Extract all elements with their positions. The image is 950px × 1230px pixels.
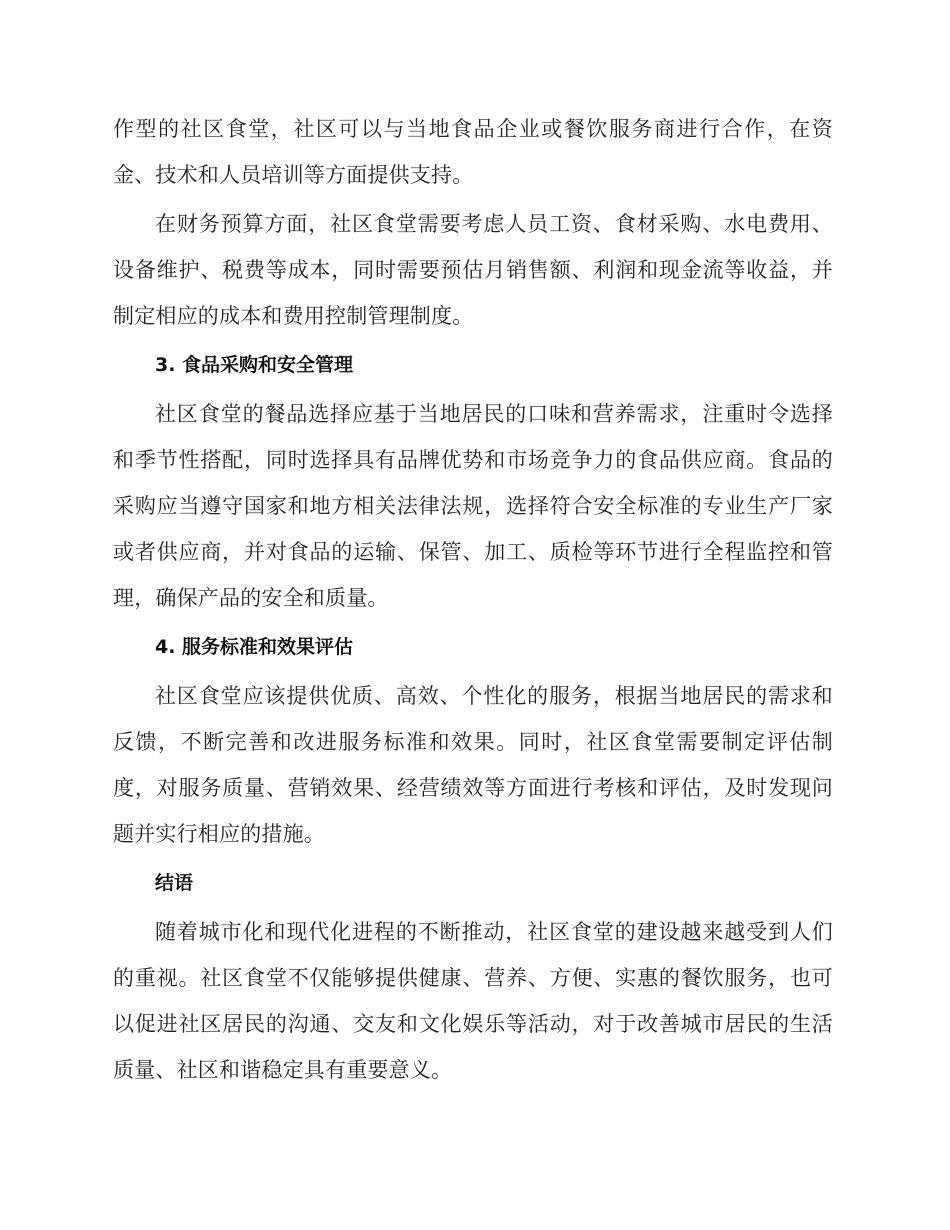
section-heading-conclusion: 结语 — [155, 872, 194, 894]
paragraph-financial-budget: 在财务预算方面，社区食堂需要考虑人员工资、食材采购、水电费用、设备维护、税费等成本，同时需要预估月销售额、利润和现金流等收益，并制定相应的成本和费用控制管理制度。 — [113, 212, 833, 328]
paragraph-service-standards: 社区食堂应该提供优质、高效、个性化的服务，根据当地居民的需求和反馈，不断完善和改进服务标准和效果。同时，社区食堂需要制定评估制度，对服务质量、营销效果、经营绩效等方面进行考核和评估，及时发现问题并实行相应的措施。 — [113, 684, 833, 846]
document-page — [113, 106, 833, 1096]
section-heading-service-standards: 4. 服务标准和效果评估 — [155, 636, 354, 658]
paragraph-food-procurement: 社区食堂的餐品选择应基于当地居民的口味和营养需求，注重时令选择和季节性搭配，同时选择具有品牌优势和市场竞争力的食品供应商。食品的采购应当遵守国家和地方相关法律法规，选择符合安全标准的专业生产厂家或者供应商，并对食品的运输、保管、加工、质检等环节进行全程监控和管理，确保产品的安全和质量。 — [113, 402, 833, 610]
paragraph-continuation: 作型的社区食堂，社区可以与当地食品企业或餐饮服务商进行合作，在资金、技术和人员培训等方面提供支持。 — [113, 117, 833, 187]
section-heading-food-procurement: 3. 食品采购和安全管理 — [155, 354, 354, 376]
paragraph-conclusion: 随着城市化和现代化进程的不断推动，社区食堂的建设越来越受到人们的重视。社区食堂不仅能够提供健康、营养、方便、实惠的餐饮服务，也可以促进社区居民的沟通、交友和文化娱乐等活动，对于改善城市居民的生活质量、社区和谐稳定具有重要意义。 — [113, 920, 833, 1082]
